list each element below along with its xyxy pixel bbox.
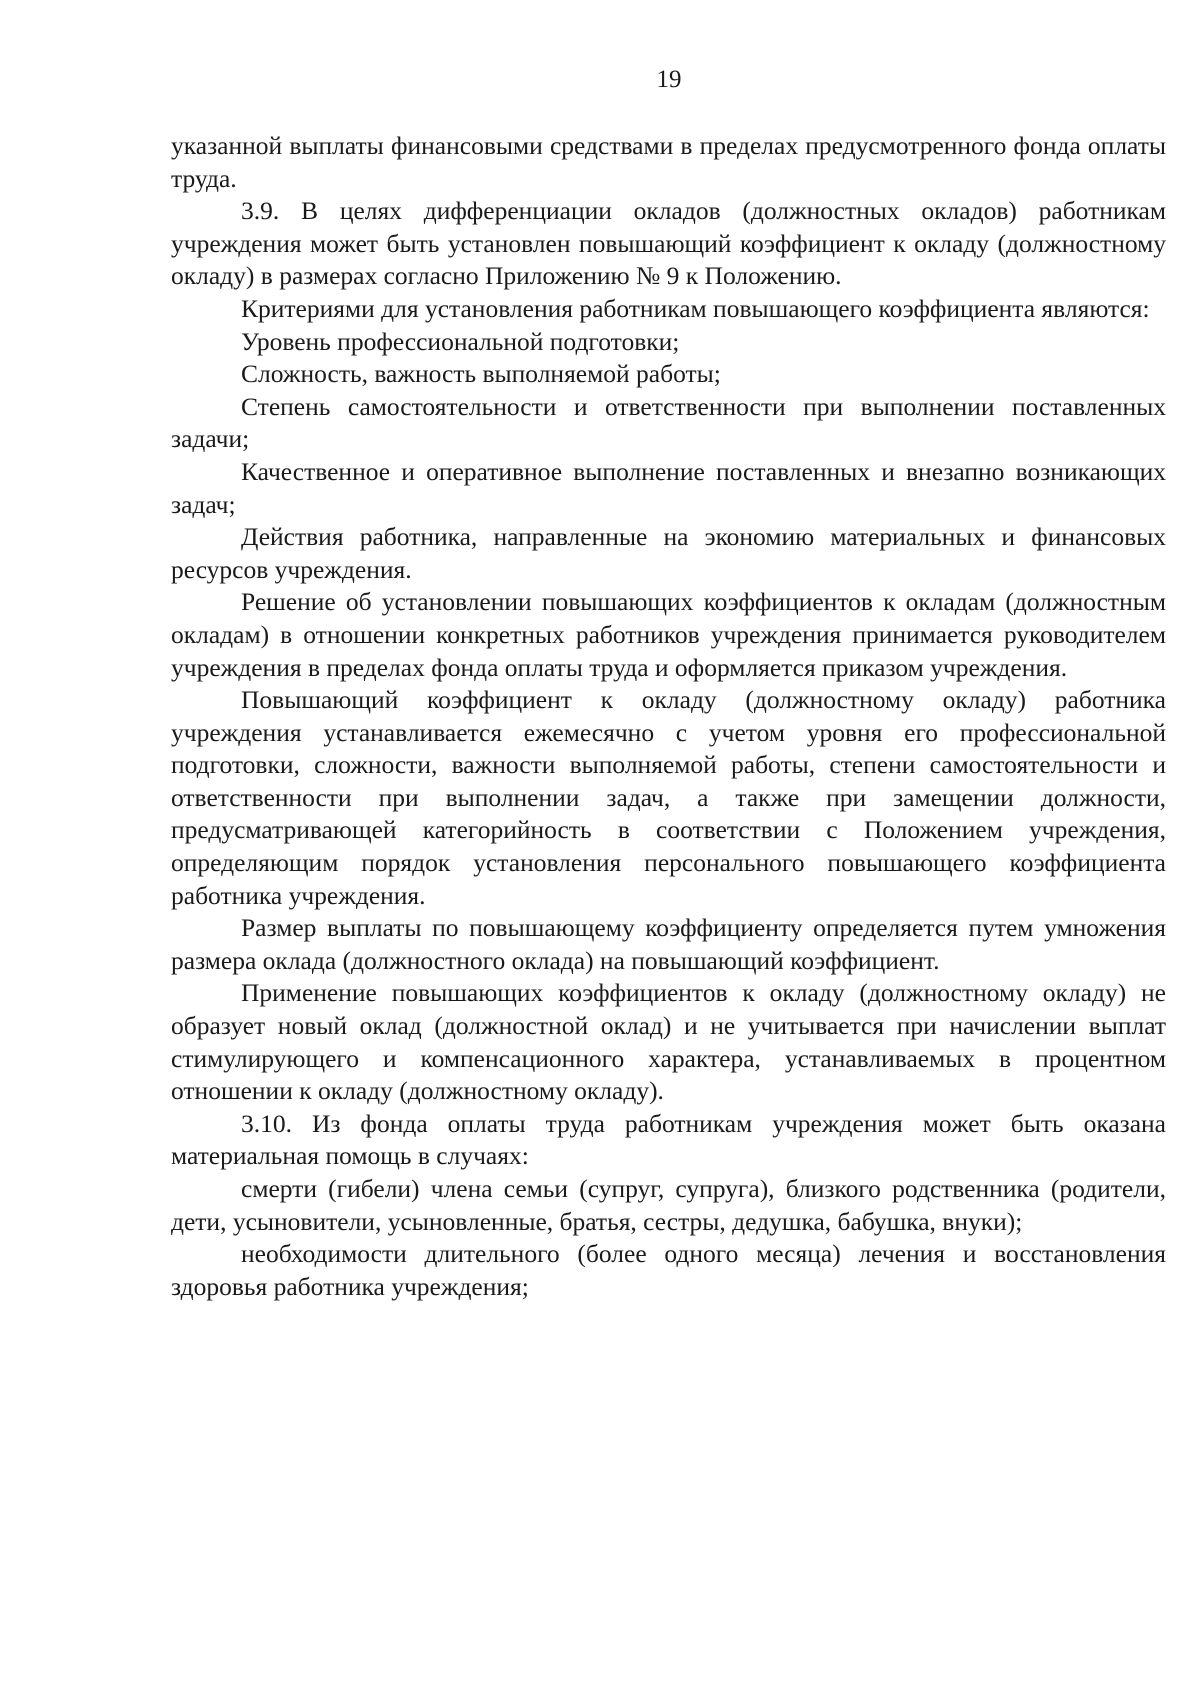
criteria-item-4: Качественное и оперативное выполнение поставленных и внезапно возникающих задач;	[171, 456, 1166, 519]
paragraph-3-9: 3.9. В целях дифференциации окладов (должностных окладов) работникам учреждения может быть установлен повышающий коэффициент к окладу (должностному окладу) в размерах согласно Приложению № 9 к Положению.	[171, 196, 1166, 291]
page-number: 19	[656, 66, 682, 93]
paragraph-criteria-intro: Критериями для установления работникам повышающего коэффициента являются:	[241, 293, 1150, 323]
document-body	[171, 130, 1166, 1303]
paragraph-continuation: указанной выплаты финансовыми средствами в пределах предусмотренного фонда оплаты труда.	[171, 131, 1166, 193]
aid-case-1: смерти (гибели) члена семьи (супруг, супруга), близкого родственника (родители, дети, усыновители, усыновленные, братья, сестры, дедушка, бабушка, внуки);	[171, 1174, 1166, 1236]
criteria-item-3: Степень самостоятельности и ответственности при выполнении поставленных задачи;	[171, 391, 1166, 454]
criteria-item-1: Уровень профессиональной подготовки;	[241, 326, 680, 356]
paragraph-payment-size: Размер выплаты по повышающему коэффициенту определяется путем умножения размера оклада (должностного оклада) на повышающий коэффициент.	[171, 913, 1166, 975]
criteria-item-2: Сложность, важность выполняемой работы;	[241, 359, 721, 389]
paragraph-3-10: 3.10. Из фонда оплаты труда работникам учреждения может быть оказана материальная помощь в случаях:	[171, 1108, 1166, 1171]
paragraph-coefficient-monthly: Повышающий коэффициент к окладу (должностному окладу) работника учреждения устанавливается ежемесячно с учетом уровня его профессиональной подготовки, сложности, важности выполняемой работы, степени самостоятельности и ответственности при выполнении задач, а также при замещении должности, предусматривающей категорийность в соответствии с Положением учреждения, определяющим порядок установления персонального повышающего коэффициента работника учреждения.	[171, 685, 1166, 910]
criteria-item-5: Действия работника, направленные на экономию материальных и финансовых ресурсов учреждения.	[171, 522, 1166, 584]
aid-case-2: необходимости длительного (более одного месяца) лечения и восстановления здоровья работника учреждения;	[171, 1239, 1166, 1301]
paragraph-decision: Решение об установлении повышающих коэффициентов к окладам (должностным окладам) в отношении конкретных работников учреждения принимается руководителем учреждения в пределах фонда оплаты труда и оформляется приказом учреждения.	[171, 587, 1166, 682]
paragraph-application: Применение повышающих коэффициентов к окладу (должностному окладу) не образует новый оклад (должностной оклад) и не учитывается при начислении выплат стимулирующего и компенсационного характера, устанавливаемых в процентном отношении к окладу (должностному окладу).	[171, 978, 1166, 1106]
